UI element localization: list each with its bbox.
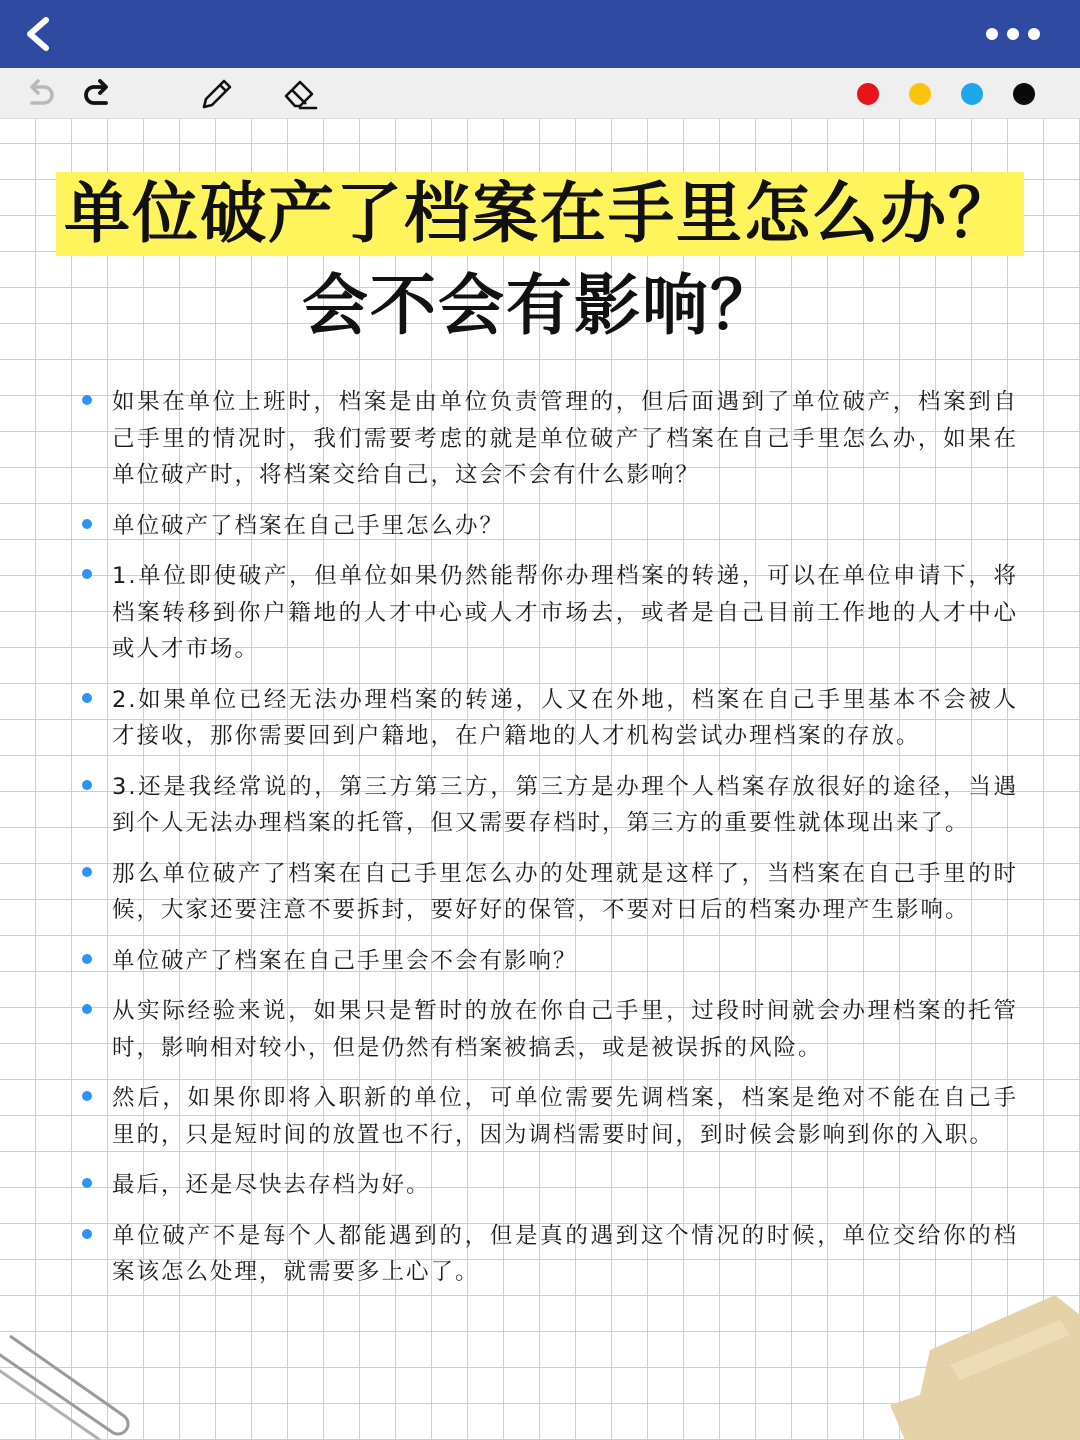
drawing-toolbar bbox=[0, 68, 1080, 119]
paragraph-text: 最后，还是尽快去存档为好。 bbox=[112, 1172, 431, 1198]
undo-icon[interactable] bbox=[22, 76, 58, 112]
bullet-dot-icon bbox=[82, 780, 92, 790]
tape-strip bbox=[890, 1295, 1080, 1440]
paragraph-text: 单位破产了档案在自己手里怎么办？ bbox=[112, 512, 505, 539]
pencil-icon[interactable] bbox=[198, 76, 234, 112]
bullet-dot-icon bbox=[82, 569, 92, 579]
list-item bbox=[78, 1218, 1018, 1291]
bullet-dot-icon bbox=[82, 1091, 92, 1101]
more-horizontal-icon[interactable] bbox=[986, 28, 1040, 40]
color-swatch-red[interactable] bbox=[857, 83, 879, 105]
paragraph-text: 如果在单位上班时，档案是由单位负责管理的，但后面遇到了单位破产，档案到自己手里的情况时，我们需要考虑的就是单位破产了档案在自己手里怎么办，如果在单位破产时，将档案交给自己，这会不会有什么影响？ bbox=[112, 389, 1018, 488]
list-item bbox=[78, 1080, 1018, 1153]
color-swatch-black[interactable] bbox=[1013, 83, 1035, 105]
paragraph-text: 2.如果单位已经无法办理档案的转递，人又在外地，档案在自己手里基本不会被人才接收，那你需要回到户籍地，在户籍地的人才机构尝试办理档案的存放。 bbox=[112, 686, 1018, 749]
list-item bbox=[78, 682, 1018, 755]
list-item bbox=[78, 384, 1018, 494]
paragraph-text: 1.单位即使破产，但单位如果仍然能帮你办理档案的转递，可以在单位申请下，将档案转移到你户籍地的人才中心或人才市场去，或者是自己目前工作地的人才中心或人才市场。 bbox=[112, 563, 1018, 662]
page-title bbox=[0, 172, 1080, 348]
bullet-dot-icon bbox=[82, 1229, 92, 1239]
more-dot bbox=[986, 28, 998, 40]
list-item bbox=[78, 558, 1018, 668]
list-item bbox=[78, 769, 1018, 842]
top-app-bar bbox=[0, 0, 1080, 68]
paragraph-text: 单位破产不是每个人都能遇到的，但是真的遇到这个情况的时候，单位交给你的档案该怎么处理，就需要多上心了。 bbox=[112, 1222, 1018, 1285]
list-item bbox=[78, 943, 1018, 980]
color-swatch-blue[interactable] bbox=[961, 83, 983, 105]
paragraph-text: 然后，如果你即将入职新的单位，可单位需要先调档案，档案是绝对不能在自己手里的，只是短时间的放置也不行，因为调档需要时间，到时候会影响到你的入职。 bbox=[112, 1085, 1018, 1148]
list-item bbox=[78, 1167, 1018, 1204]
paragraph-text: 3.还是我经常说的，第三方第三方，第三方是办理个人档案存放很好的途径，当遇到个人无法办理档案的托管，但又需要存档时，第三方的重要性就体现出来了。 bbox=[112, 773, 1018, 836]
bullet-dot-icon bbox=[82, 395, 92, 405]
paragraph-text: 单位破产了档案在自己手里会不会有影响？ bbox=[112, 947, 578, 974]
chevron-left-icon[interactable] bbox=[22, 16, 54, 52]
paragraph-text: 那么单位破产了档案在自己手里怎么办的处理就是这样了，当档案在自己手里的时候，大家还要注意不要拆封，要好好的保管，不要对日后的档案办理产生影响。 bbox=[112, 860, 1018, 923]
list-item bbox=[78, 993, 1018, 1066]
color-swatch-yellow[interactable] bbox=[909, 83, 931, 105]
bullet-dot-icon bbox=[82, 1004, 92, 1014]
bullet-dot-icon bbox=[82, 693, 92, 703]
paragraph-text: 从实际经验来说，如果只是暂时的放在你自己手里，过段时间就会办理档案的托管时，影响相对较小，但是仍然有档案被搞丢，或是被误拆的风险。 bbox=[112, 998, 1018, 1061]
list-item bbox=[78, 856, 1018, 929]
more-dot bbox=[1007, 28, 1019, 40]
list-item bbox=[78, 508, 1018, 545]
redo-icon[interactable] bbox=[80, 76, 116, 112]
title-line-2: 会不会有影响？ bbox=[302, 267, 778, 344]
article-body bbox=[78, 384, 1018, 1305]
paperclip-icon bbox=[0, 1320, 140, 1440]
title-line-1: 单位破产了档案在手里怎么办？ bbox=[56, 172, 1024, 256]
bullet-dot-icon bbox=[82, 1178, 92, 1188]
more-dot bbox=[1028, 28, 1040, 40]
bullet-dot-icon bbox=[82, 867, 92, 877]
bullet-dot-icon bbox=[82, 954, 92, 964]
eraser-icon[interactable] bbox=[282, 76, 318, 112]
bullet-dot-icon bbox=[82, 519, 92, 529]
